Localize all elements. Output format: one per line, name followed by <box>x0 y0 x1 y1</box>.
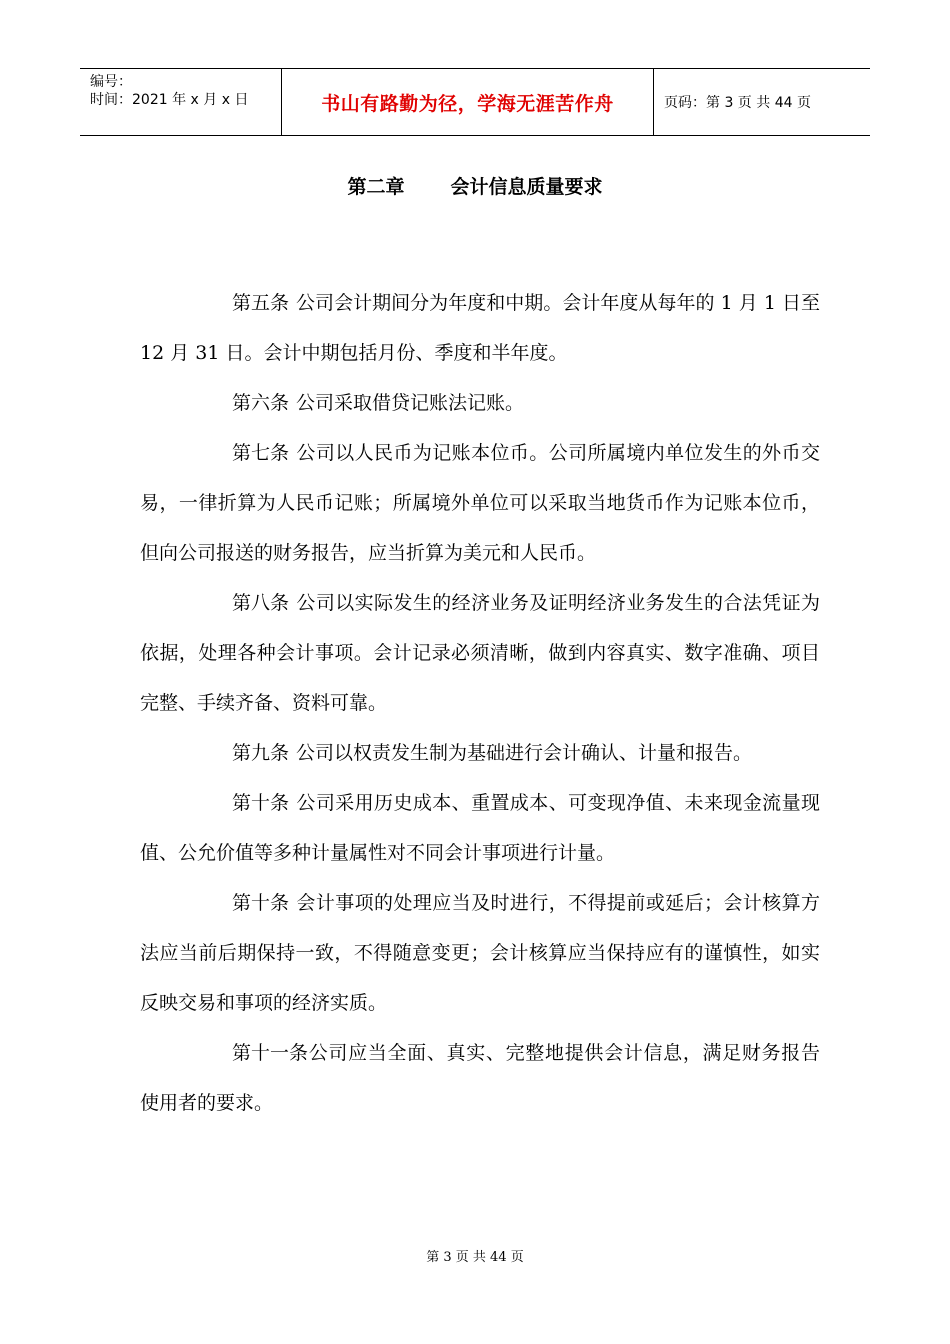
article-number: 第八条 <box>232 592 290 614</box>
article-number: 第五条 <box>232 292 290 314</box>
article-number: 第九条 <box>232 742 290 764</box>
article-text: 公司以人民币为记账本位币。公司所属境内单位发生的外币交易，一律折算为人民币记账；所属境外单位可以采取当地货币作为记账本位币，但向公司报送的财务报告，应当折算为美元和人民币。 <box>140 442 820 564</box>
page-footer: 第 3 页 共 44 页 <box>426 1250 524 1265</box>
chapter-name: 会计信息质量要求 <box>450 176 603 198</box>
article-paragraph <box>140 378 820 428</box>
article-text: 会计事项的处理应当及时进行，不得提前或延后；会计核算方法应当前后期保持一致，不得随意变更；会计核算应当保持应有的谨慎性，如实反映交易和事项的经济实质。 <box>140 892 820 1014</box>
page-header <box>80 68 870 136</box>
article-text: 公司采用历史成本、重置成本、可变现净值、未来现金流量现值、公允价值等多种计量属性对不同会计事项进行计量。 <box>140 792 820 864</box>
article-paragraph <box>140 1028 820 1128</box>
article-number: 第七条 <box>232 442 290 464</box>
document-number-label: 编号： <box>90 74 132 90</box>
document-time: 时间：2021 年 x 月 x 日 <box>90 92 249 108</box>
article-number: 第六条 <box>232 392 290 414</box>
article-paragraph <box>140 778 820 878</box>
article-number: 第十条 <box>232 792 290 814</box>
article-paragraph <box>140 578 820 728</box>
header-slogan: 书山有路勤为径，学海无涯苦作舟 <box>282 69 654 135</box>
article-paragraph <box>140 728 820 778</box>
article-number: 第十条 <box>232 892 290 914</box>
article-number: 第十一条 <box>232 1042 309 1064</box>
header-page-info: 页码：第 3 页 共 44 页 <box>664 95 811 111</box>
article-text: 公司采取借贷记账法记账。 <box>296 392 525 414</box>
article-paragraph <box>140 278 820 378</box>
article-text: 公司以权责发生制为基础进行会计确认、计量和报告。 <box>296 742 753 764</box>
article-text: 公司以实际发生的经济业务及证明经济业务发生的合法凭证为依据，处理各种会计事项。会计记录必须清晰，做到内容真实、数字准确、项目完整、手续齐备、资料可靠。 <box>140 592 820 714</box>
chapter-title <box>0 172 950 199</box>
article-list <box>140 278 820 1128</box>
article-paragraph <box>140 428 820 578</box>
article-paragraph <box>140 878 820 1028</box>
chapter-number: 第二章 <box>347 176 405 198</box>
article-text: 公司应当全面、真实、完整地提供会计信息，满足财务报告使用者的要求。 <box>140 1042 820 1114</box>
article-text: 公司会计期间分为年度和中期。会计年度从每年的 1 月 1 日至 12 月 31 日。会计中期包括月份、季度和半年度。 <box>140 292 820 364</box>
header-meta <box>80 69 282 135</box>
